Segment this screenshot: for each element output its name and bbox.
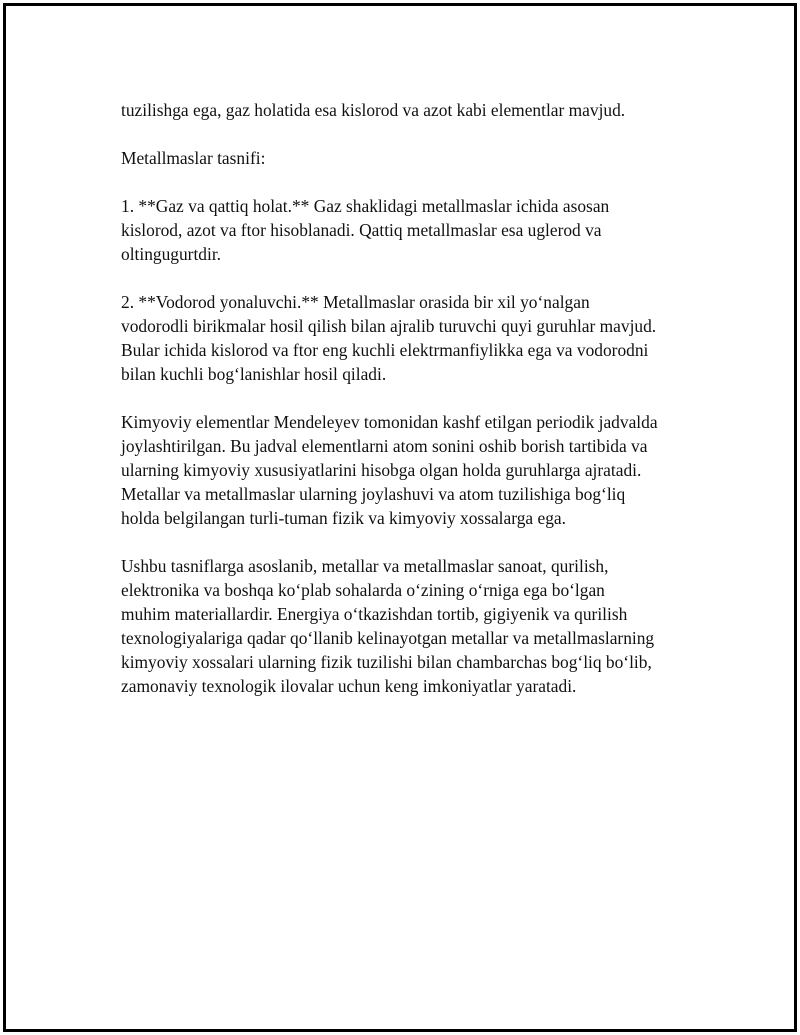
paragraph-6 [121,554,721,698]
text-line: texnologiyalariga qadar qo‘llanib kelinayotgan metallar va metallmaslarning [121,628,655,648]
paragraph-2-heading [121,146,721,170]
text-line: 2. **Vodorod yonaluvchi.** Metallmaslar orasida bir xil yo‘nalgan [121,292,590,312]
paragraph-3-list-item-1 [121,194,721,266]
text-line: elektronika va boshqa ko‘plab sohalarda o‘zining o‘rniga ega bo‘lgan [121,580,605,600]
text-line: joylashtirilgan. Bu jadval elementlarni atom sonini oshib borish tartibida va [121,436,648,456]
text-line: vodorodli birikmalar hosil qilish bilan ajralib turuvchi quyi guruhlar mavjud. [121,316,657,336]
text-line: Kimyoviy elementlar Mendeleyev tomonidan kashf etilgan periodik jadvalda [121,412,658,432]
text-line: Bular ichida kislorod va ftor eng kuchli elektrmanfiylikka ega va vodorodni [121,340,649,360]
paragraph-4-list-item-2 [121,290,721,386]
text-line: kimyoviy xossalari ularning fizik tuzilishi bilan chambarchas bog‘liq bo‘lib, [121,652,652,672]
text-line: Metallar va metallmaslar ularning joylashuvi va atom tuzilishiga bog‘liq [121,484,626,504]
text-line: ularning kimyoviy xususiyatlarini hisobga olgan holda guruhlarga ajratadi. [121,460,642,480]
document-body [121,98,721,722]
text-line: Metallmaslar tasnifi: [121,148,266,168]
text-line: bilan kuchli bog‘lanishlar hosil qiladi. [121,364,387,384]
text-line: oltingugurtdir. [121,244,221,264]
text-line: 1. **Gaz va qattiq holat.** Gaz shaklidagi metallmaslar ichida asosan [121,196,610,216]
paragraph-1 [121,98,721,122]
text-line: kislorod, azot va ftor hisoblanadi. Qattiq metallmaslar esa uglerod va [121,220,602,240]
text-line: Ushbu tasniflarga asoslanib, metallar va metallmaslar sanoat, qurilish, [121,556,609,576]
text-line: tuzilishga ega, gaz holatida esa kislorod va azot kabi elementlar mavjud. [121,100,626,120]
paragraph-5 [121,410,721,530]
text-line: zamonaviy texnologik ilovalar uchun keng imkoniyatlar yaratadi. [121,676,577,696]
text-line: muhim materiallardir. Energiya o‘tkazishdan tortib, gigiyenik va qurilish [121,604,628,624]
text-line: holda belgilangan turli-tuman fizik va kimyoviy xossalarga ega. [121,508,566,528]
document-page [3,3,797,1032]
